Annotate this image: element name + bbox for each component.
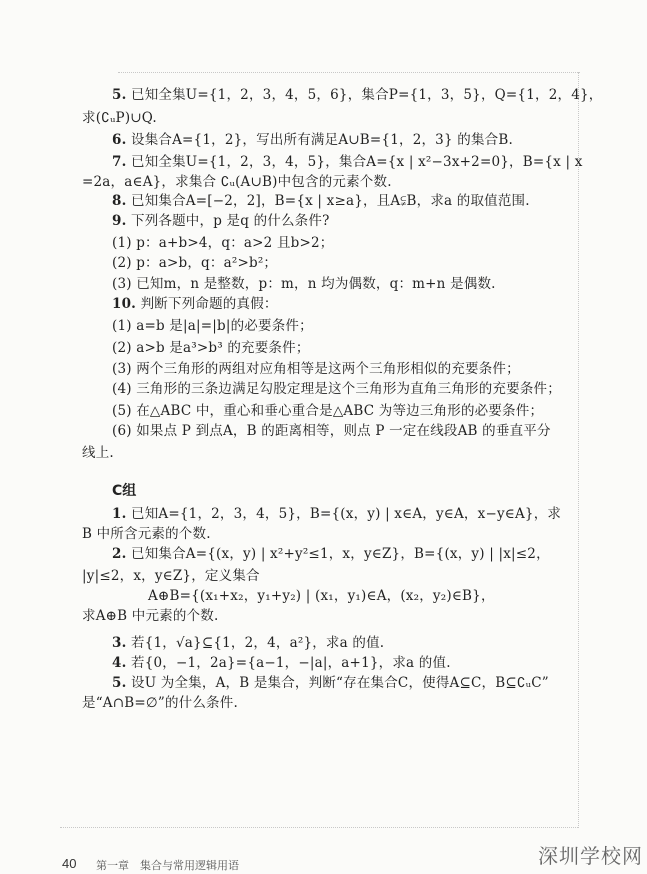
exercise-number: 1. — [112, 506, 127, 522]
exercise-text: 判断下列命题的真假： — [140, 296, 278, 312]
exercise-5 — [112, 86, 602, 104]
c-exercise-2-question: 求A⊕B 中元素的个数. — [82, 608, 219, 624]
c-exercise-5-cont: 是“A∩B=∅”的什么条件. — [82, 695, 238, 711]
exercise-9 — [112, 212, 330, 230]
exercise-10-part-5: (5) 在△ABC 中，重心和垂心重合是△ABC 为等边三角形的必要条件； — [112, 403, 544, 419]
exercise-number: 6. — [112, 132, 127, 148]
exercise-9-part-1: (1) p：a+b>4，q：a>2 且b>2； — [112, 235, 334, 251]
exercise-text: 设集合A={1，2}，写出所有满足A∪B={1，2，3} 的集合B. — [131, 132, 513, 148]
exercise-9-part-3: (3) 已知m，n 是整数，p：m，n 均为偶数，q：m+n 是偶数. — [112, 276, 496, 292]
page-border-bottom — [60, 827, 578, 828]
exercise-10-part-4: (4) 三角形的三条边满足勾股定理是这个三角形为直角三角形的充要条件； — [112, 381, 561, 397]
c-exercise-1-cont: B 中所含元素的个数. — [82, 526, 211, 542]
exercise-text: 已知全集U={1，2，3，4，5，6}，集合P={1，3，5}，Q={1，2，4}， — [131, 87, 603, 103]
exercise-number: 5. — [112, 87, 127, 103]
exercise-10 — [112, 295, 278, 313]
page-border-top — [118, 72, 580, 73]
exercise-text: 已知A={1，2，3，4，5}，B={(x，y) | x∈A，y∈A，x−y∈A}，求 — [131, 506, 562, 522]
page-border-right — [578, 72, 579, 828]
exercise-text: 已知全集U={1，2，3，4，5}，集合A={x | x²−3x+2=0}，B={x | x — [131, 154, 583, 170]
exercise-7 — [112, 153, 583, 171]
c-exercise-2 — [112, 545, 550, 563]
exercise-number: 7. — [112, 154, 127, 170]
exercise-text: 若{1，√a}⊆{1，2，4，a²}，求a 的值. — [131, 635, 385, 651]
exercise-8 — [112, 192, 530, 210]
c-exercise-5 — [112, 674, 549, 692]
exercise-number: 9. — [112, 213, 127, 229]
exercise-text: 已知集合A=[−2，2]，B={x | x≥a}，且A⫋B，求a 的取值范围. — [131, 193, 530, 209]
c-exercise-1 — [112, 505, 561, 523]
exercise-number: 5. — [112, 675, 127, 691]
exercise-number: 2. — [112, 546, 127, 562]
exercise-5-cont: 求(∁ᵤP)∪Q. — [82, 110, 157, 126]
exercise-text: 已知集合A={(x，y) | x²+y²≤1，x，y∈Z}，B={(x，y) | |x|≤2， — [131, 546, 550, 562]
exercise-number: 10. — [112, 296, 137, 312]
exercise-10-part-1: (1) a=b 是|a|=|b|的必要条件； — [112, 318, 313, 334]
page-number: 40 — [62, 856, 77, 871]
exercise-number: 8. — [112, 193, 127, 209]
exercise-6 — [112, 131, 513, 149]
exercise-10-part-2: (2) a>b 是a³>b³ 的充要条件； — [112, 340, 310, 356]
exercise-10-part-3: (3) 两个三角形的两组对应角相等是这两个三角形相似的充要条件； — [112, 361, 520, 377]
watermark: 深圳学校网 — [538, 844, 643, 868]
c-exercise-2-formula: A⊕B={(x₁+x₂，y₁+y₂) | (x₁，y₁)∈A，(x₂，y₂)∈B}， — [148, 588, 495, 604]
c-exercise-2-cont: |y|≤2，x，y∈Z}，定义集合 — [82, 568, 260, 584]
exercise-number: 4. — [112, 655, 127, 671]
exercise-10-part-6: (6) 如果点 P 到点A，B 的距离相等，则点 P 一定在线段AB 的垂直平分 — [112, 423, 551, 439]
chapter-title: 第一章 集合与常用逻辑用语 — [96, 859, 239, 872]
exercise-10-part-6-cont: 线上. — [82, 445, 114, 461]
exercise-number: 3. — [112, 635, 127, 651]
c-exercise-3 — [112, 634, 384, 652]
exercise-7-cont: =2a，a∈A}，求集合 ∁ᵤ(A∪B)中包含的元素个数. — [82, 174, 392, 190]
exercise-text: 下列各题中，p 是q 的什么条件? — [131, 213, 330, 229]
exercise-text: 设U 为全集，A，B 是集合，判断“存在集合C，使得A⊆C，B⊆∁ᵤC” — [131, 675, 549, 691]
exercise-text: 若{0，−1，2a}={a−1，−|a|，a+1}，求a 的值. — [131, 655, 451, 671]
exercise-9-part-2: (2) p：a>b，q：a²>b²； — [112, 255, 278, 271]
c-exercise-4 — [112, 654, 451, 672]
section-heading-c: C组 — [112, 483, 137, 499]
